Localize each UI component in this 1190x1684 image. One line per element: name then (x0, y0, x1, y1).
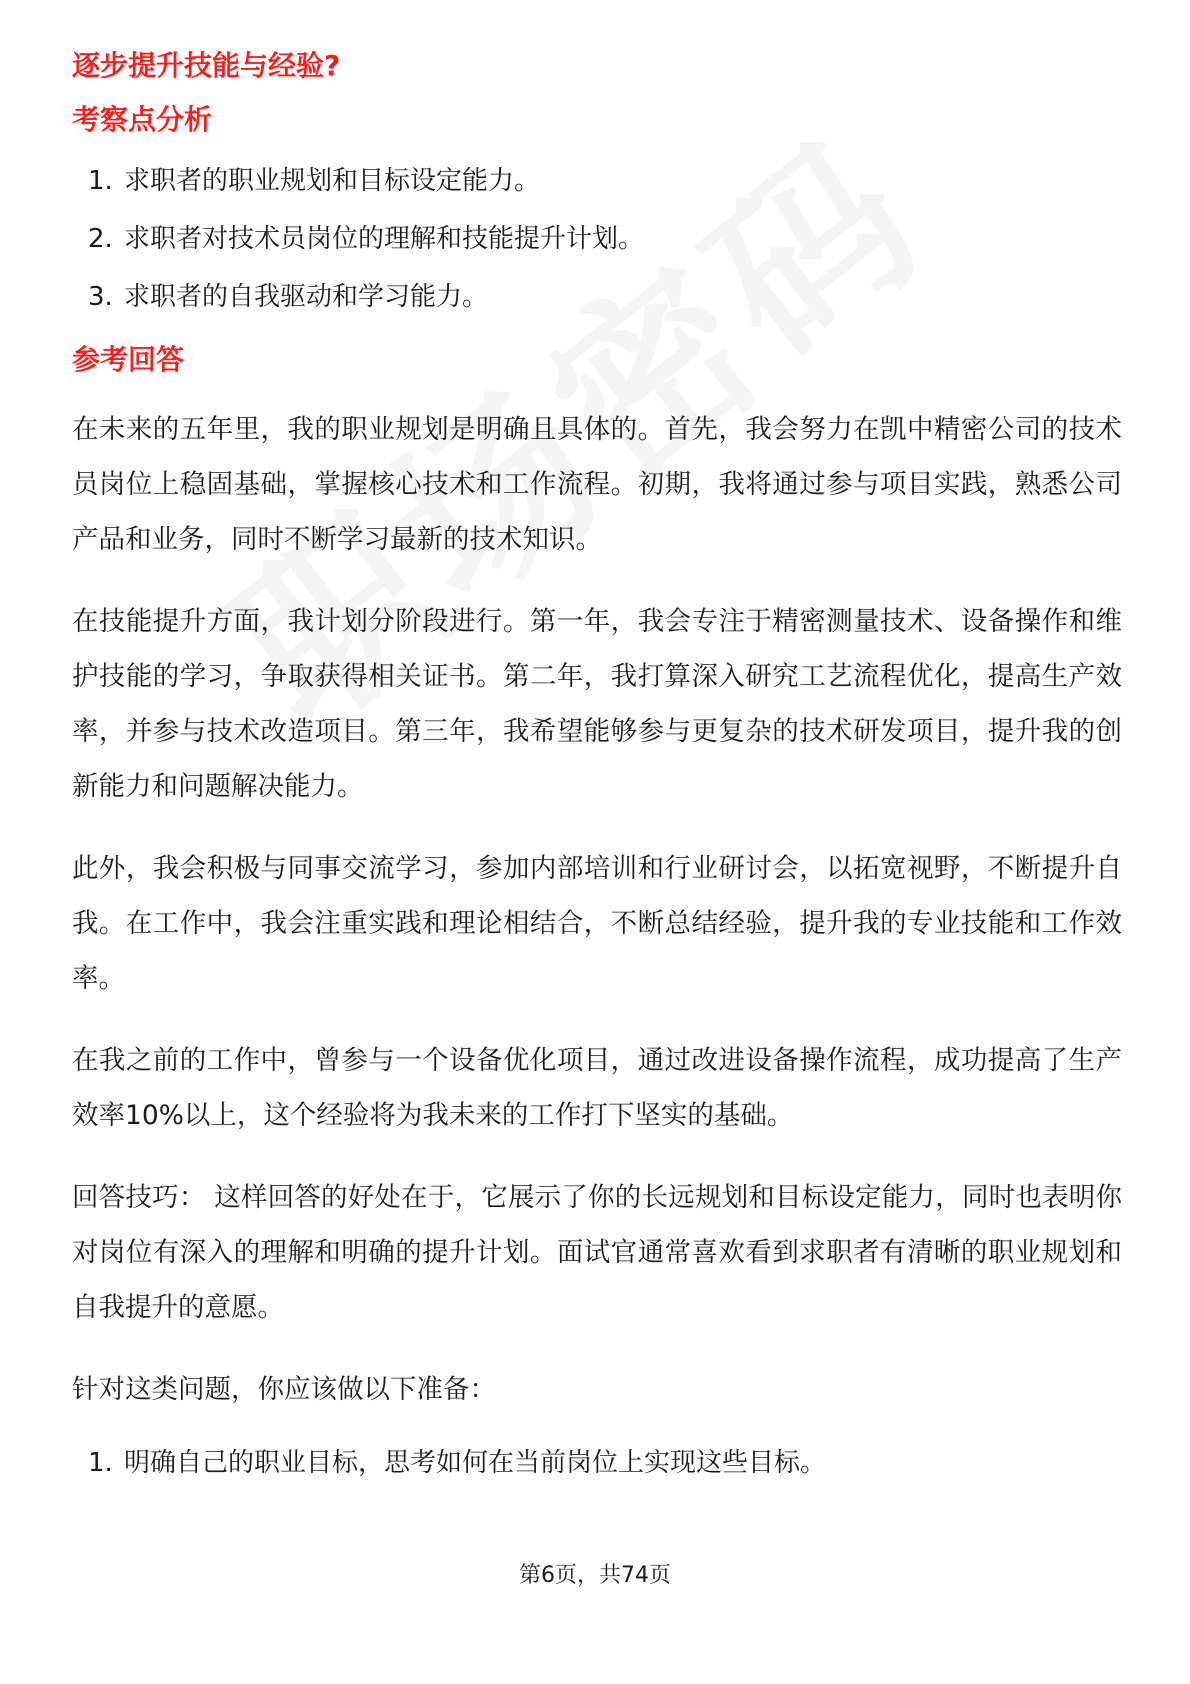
list-item (72, 1444, 1122, 1482)
list-item-number: 1. (88, 166, 113, 196)
list-item (72, 162, 1122, 200)
answer-paragraph: 在我之前的工作中，曾参与一个设备优化项目，通过改进设备操作流程，成功提高了生产效率10%以上，这个经验将为我未来的工作打下坚实的基础。 (72, 1045, 1122, 1131)
list-item-text: 求职者的自我驱动和学习能力。 (124, 282, 489, 312)
list-item-number: 3. (88, 282, 113, 312)
analysis-heading: 考察点分析 (72, 103, 213, 136)
list-item-text: 求职者的职业规划和目标设定能力。 (124, 166, 541, 196)
question-title: 逐步提升技能与经验? (72, 49, 341, 82)
list-item-text: 明确自己的职业目标，思考如何在当前岗位上实现这些目标。 (124, 1448, 827, 1478)
list-item-number: 2. (88, 224, 113, 254)
answer-paragraph: 在技能提升方面，我计划分阶段进行。第一年，我会专注于精密测量技术、设备操作和维护技能的学习，争取获得相关证书。第二年，我打算深入研究工艺流程优化，提高生产效率，并参与技术改造项目。第三年，我希望能够参与更复杂的技术研发项目，提升我的创新能力和问题解决能力。 (72, 606, 1122, 802)
page-footer: 第6页，共74页 (519, 1563, 671, 1588)
answer-paragraph: 在未来的五年里，我的职业规划是明确且具体的。首先，我会努力在凯中精密公司的技术员岗位上稳固基础，掌握核心技术和工作流程。初期，我将通过参与项目实践，熟悉公司产品和业务，同时不断学习最新的技术知识。 (72, 414, 1122, 555)
list-item-text: 求职者对技术员岗位的理解和技能提升计划。 (124, 224, 645, 254)
analysis-list (72, 162, 1122, 316)
list-item (72, 220, 1122, 258)
document-page (72, 46, 1122, 1506)
answer-heading: 参考回答 (72, 343, 185, 376)
prep-list (72, 1444, 1122, 1482)
list-item-number: 1. (88, 1448, 113, 1478)
prep-intro: 针对这类问题，你应该做以下准备： (72, 1374, 496, 1405)
answer-paragraph: 此外，我会积极与同事交流学习，参加内部培训和行业研讨会，以拓宽视野，不断提升自我。在工作中，我会注重实践和理论相结合，不断总结经验，提升我的专业技能和工作效率。 (72, 853, 1122, 994)
list-item (72, 278, 1122, 316)
answer-tips-paragraph: 回答技巧： 这样回答的好处在于，它展示了你的长远规划和目标设定能力，同时也表明你对岗位有深入的理解和明确的提升计划。面试官通常喜欢看到求职者有清晰的职业规划和自我提升的意愿。 (72, 1182, 1122, 1323)
